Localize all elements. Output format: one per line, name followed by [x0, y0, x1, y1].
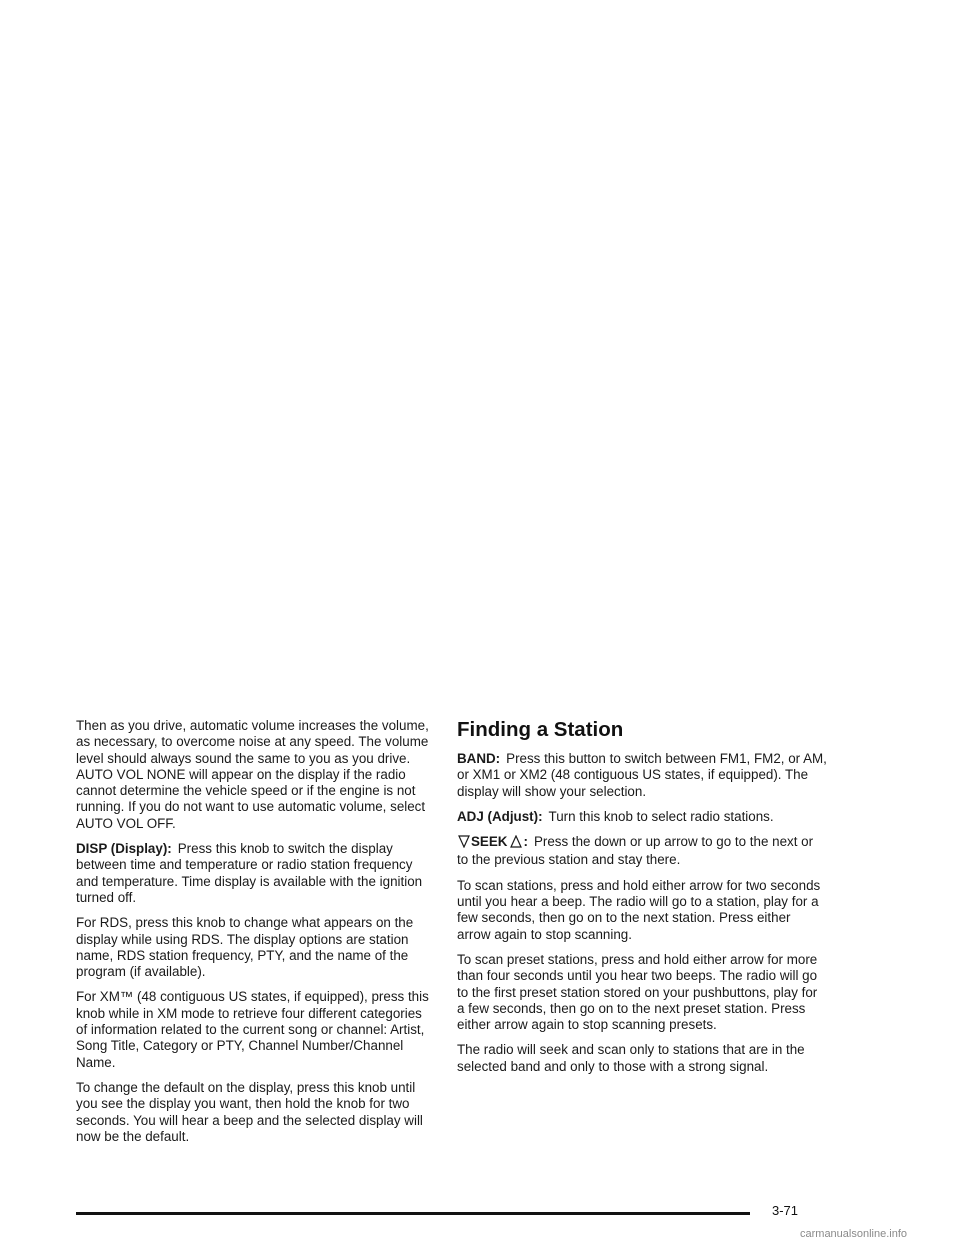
paragraph-text: To scan stations, press and hold either arrow for two seconds until you hear a beep. The radio will go to a station, play for a few seconds, then go on to the next station. Press either arrow again to stop scanning.	[457, 877, 821, 942]
section-title: Finding a Station	[457, 718, 624, 741]
seek-colon: :	[523, 834, 528, 850]
band-term: BAND:	[457, 751, 501, 766]
paragraph-text: To scan preset stations, press and hold either arrow for more than four seconds until you hear two beeps. The radio will go to the first preset station stored on your pushbuttons, play for a few seconds, then go on to the next preset station. Press either arrow again to stop scanning presets.	[457, 951, 818, 1033]
adj-paragraph	[457, 809, 827, 825]
paragraph-text: Then as you drive, automatic volume increases the volume, as necessary, to overcome noise at any speed. The volume level should always sound the same to you as you drive. AUTO VOL NONE will appear on the display if the radio cannot determine the vehicle speed or if the engine is not running. If you do not want to use automatic volume, select AUTO VOL OFF.	[76, 718, 429, 831]
watermark[interactable]: carmanualsonline.info	[800, 1228, 908, 1240]
disp-term: DISP (Display):	[76, 841, 172, 857]
right-column	[457, 718, 827, 1084]
seek-scan-note-paragraph	[457, 1042, 827, 1075]
seek-label: SEEK	[471, 834, 508, 850]
paragraph-text: Press this button to switch between FM1, FM2, or AM, or XM1 or XM2 (48 contiguous US states, if equipped). The display will show your selection.	[457, 751, 827, 799]
rds-paragraph	[76, 915, 432, 980]
left-column	[76, 718, 432, 1154]
footer-rule	[76, 1212, 750, 1215]
xm-paragraph	[76, 989, 432, 1070]
default-display-paragraph	[76, 1080, 432, 1145]
seek-down-arrow-icon	[458, 835, 470, 852]
paragraph-text: For XM™ (48 contiguous US states, if equipped), press this knob while in XM mode to retrieve four different categories of information related to the current song or channel: Artist, Song Title, Category or PTY, Channel Number/Channel Name.	[76, 989, 429, 1070]
seek-up-arrow-icon	[510, 835, 522, 852]
page-number: 3-71	[772, 1203, 799, 1218]
disp-paragraph	[76, 841, 432, 906]
paragraph-text: Press the down or up arrow to go to the next or to the previous station and stay there.	[457, 834, 814, 868]
seek-paragraph	[457, 834, 827, 869]
auto-volume-paragraph	[76, 718, 432, 832]
paragraph-text: For RDS, press this knob to change what appears on the display while using RDS. The display options are station name, RDS station frequency, PTY, and the name of the program (if available).	[76, 915, 414, 980]
scan-presets-paragraph	[457, 952, 827, 1033]
paragraph-text: To change the default on the display, press this knob until you see the display you want, then hold the knob for two seconds. You will hear a beep and the selected display will now be the default.	[76, 1079, 423, 1144]
band-paragraph	[457, 751, 827, 800]
scan-paragraph	[457, 878, 827, 943]
paragraph-text: The radio will seek and scan only to stations that are in the selected band and only to those with a strong signal.	[457, 1042, 805, 1074]
adj-term: ADJ (Adjust):	[457, 808, 543, 824]
paragraph-text: Press this knob to switch the display between time and temperature or radio station frequency and temperature. Time display is available with the ignition turned off.	[76, 841, 423, 905]
paragraph-text: Turn this knob to select radio stations.	[548, 808, 774, 824]
